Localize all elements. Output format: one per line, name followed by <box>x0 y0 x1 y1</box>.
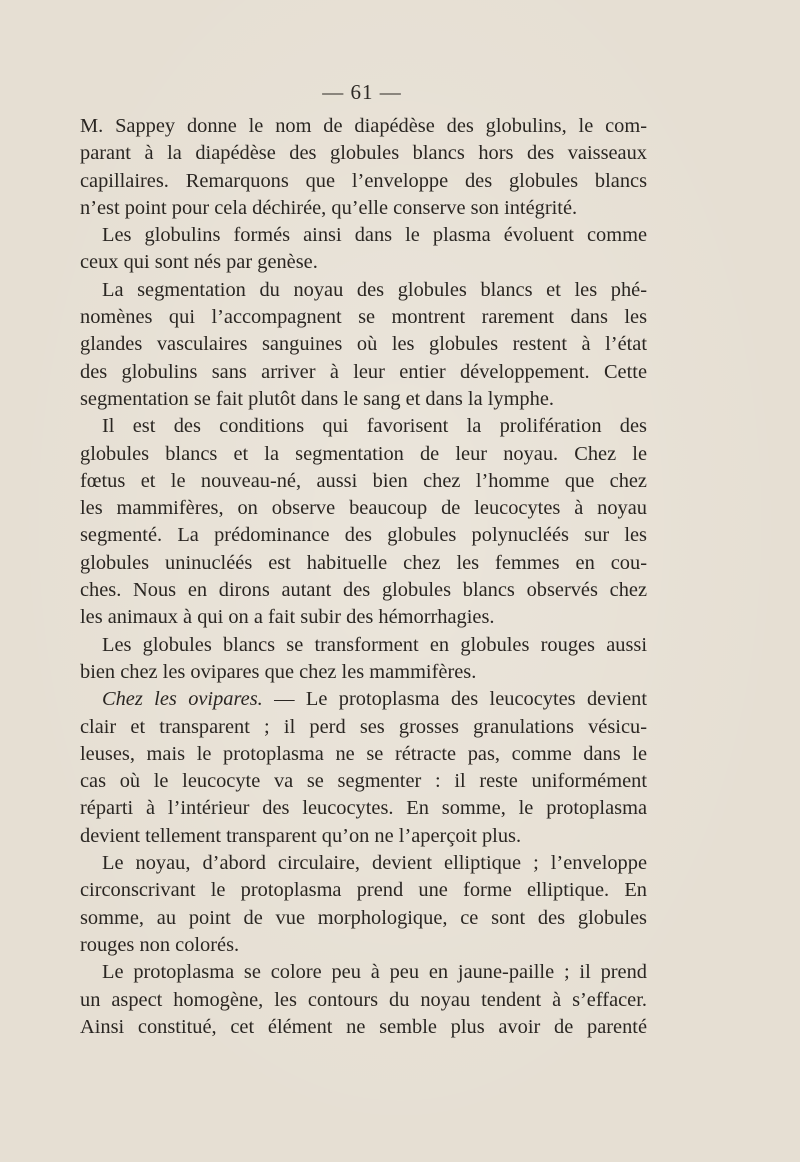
text-line: segmenté. La prédominance des globules polynucléés sur les <box>80 524 647 547</box>
page-number: — 61 — <box>322 80 402 104</box>
text-line: globules blancs et la segmentation de leur noyau. Chez le <box>80 442 647 465</box>
text-line: Les globulins formés ainsi dans le plasma évoluent comme <box>102 224 647 247</box>
text-line: Les globules blancs se transforment en globules rouges aussi <box>102 633 647 656</box>
text-line: somme, au point de vue morphologique, ce sont des globules <box>80 906 647 929</box>
text-line: segmentation se fait plutôt dans le sang et dans la lymphe. <box>80 387 554 410</box>
text-line: fœtus et le nouveau-né, aussi bien chez l’homme que chez <box>80 469 647 492</box>
text-line: Le protoplasma se colore peu à peu en jaune-paille ; il prend <box>102 961 647 984</box>
text-line: glandes vasculaires sanguines où les globules restent à l’état <box>80 333 647 356</box>
text-line: Ainsi constitué, cet élément ne semble plus avoir de parenté <box>80 1015 647 1038</box>
text-line: ceux qui sont nés par genèse. <box>80 251 318 274</box>
text-line: parant à la diapédèse des globules blancs hors des vaisseaux <box>80 142 647 165</box>
text-line: clair et transparent ; il perd ses grosses granulations vésicu- <box>80 715 647 738</box>
italic-lead: Chez les ovipares. <box>102 688 263 711</box>
text-line: bien chez les ovipares que chez les mammifères. <box>80 660 477 683</box>
text-line: devient tellement transparent qu’on ne l’aperçoit plus. <box>80 824 522 847</box>
text-line: globules uninucléés est habituelle chez les femmes en cou- <box>80 551 647 574</box>
text-line: des globulins sans arriver à leur entier développement. Cette <box>80 360 647 383</box>
text-line: capillaires. Remarquons que l’enveloppe des globules blancs <box>80 169 647 192</box>
text-line: les mammifères, on observe beaucoup de leucocytes à noyau <box>80 497 647 520</box>
text-line-rest: — Le protoplasma des leucocytes devient <box>274 688 647 711</box>
text-line: La segmentation du noyau des globules blancs et les phé- <box>102 278 647 301</box>
text-line: Il est des conditions qui favorisent la prolifération des <box>102 415 647 438</box>
text-line: ches. Nous en dirons autant des globules blancs observés chez <box>80 579 647 602</box>
text-line: nomènes qui l’accompagnent se montrent rarement dans les <box>80 306 647 329</box>
text-line: rouges non colorés. <box>80 933 240 956</box>
text-line: M. Sappey donne le nom de diapédèse des globulins, le com- <box>80 115 647 137</box>
text-line: Le noyau, d’abord circulaire, devient elliptique ; l’enveloppe <box>102 852 647 875</box>
text-line: cas où le leucocyte va se segmenter : il reste uniformément <box>80 770 647 793</box>
text-line: n’est point pour cela déchirée, qu’elle conserve son intégrité. <box>80 196 578 219</box>
text-line: réparti à l’intérieur des leucocytes. En somme, le protoplasma <box>80 797 647 820</box>
body-text <box>80 113 647 1041</box>
text-line <box>80 686 647 713</box>
text-line: les animaux à qui on a fait subir des hémorrhagies. <box>80 606 495 629</box>
text-line: circonscrivant le protoplasma prend une forme elliptique. En <box>80 879 647 902</box>
text-line: leuses, mais le protoplasma ne se rétracte pas, comme dans le <box>80 742 647 765</box>
text-line: un aspect homogène, les contours du noyau tendent à s’effacer. <box>80 988 647 1011</box>
